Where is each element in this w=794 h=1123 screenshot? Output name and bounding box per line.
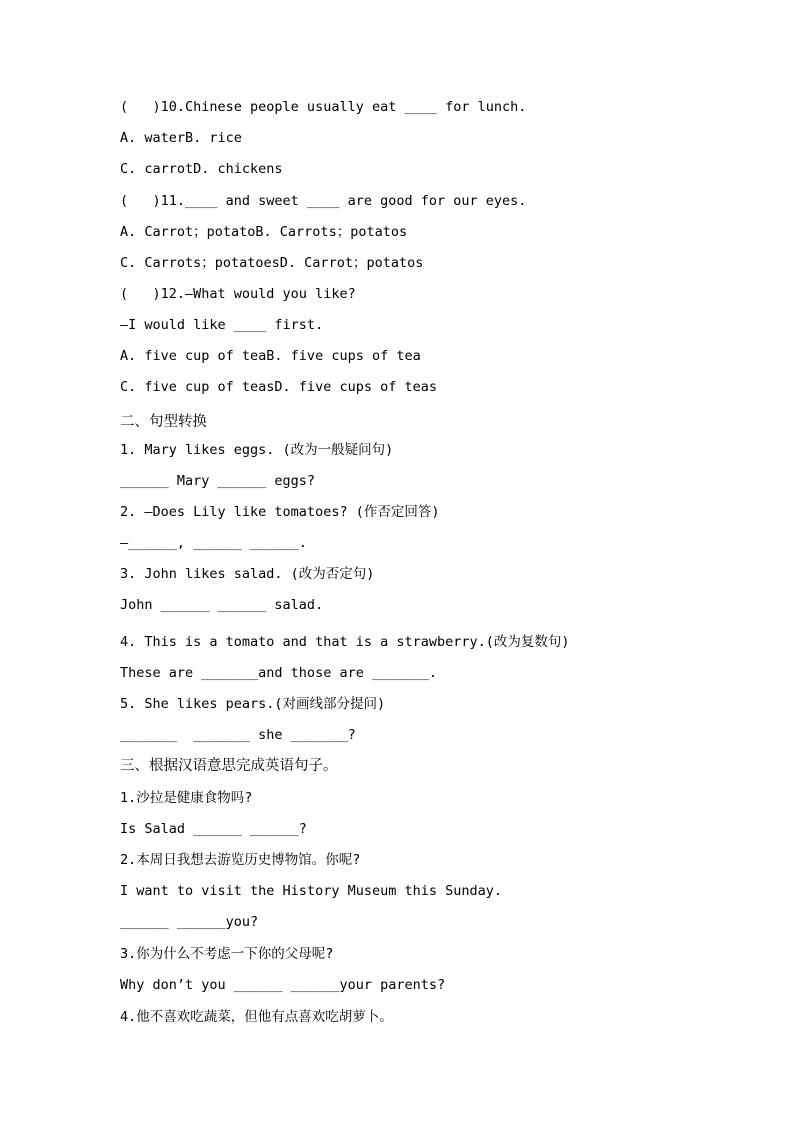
section-3-item-1-chinese: 1.沙拉是健康食物吗? [120,790,253,806]
question-12-options-ab: A. five cup of teaB. five cups of tea [120,348,421,364]
section-3-item-2-english: I want to visit the History Museum this Sunday. [120,883,503,899]
section-2-item-1-answer: ______ Mary ______ eggs? [120,473,316,489]
section-3-item-4-chinese: 4.他不喜欢吃蔬菜，但他有点喜欢吃胡萝卜。 [120,1009,393,1025]
section-2-item-3-question: 3. John likes salad. (改为否定句) [120,566,375,582]
section-2-item-4-answer: These are _______and those are _______. [120,665,437,681]
section-3-item-3-english: Why don’t you ______ ______your parents? [120,977,446,993]
section-2-item-4-question: 4. This is a tomato and that is a strawberry.(改为复数句) [120,634,570,650]
section-3-title: 三、根据汉语意思完成英语句子。 [120,758,338,774]
section-2-item-5-answer: _______ _______ she _______? [120,727,356,743]
section-3-item-2-chinese: 2.本周日我想去游览历史博物馆。你呢? [120,852,361,868]
question-10-options-ab: A. waterB. rice [120,130,242,146]
section-2-item-3-answer: John ______ ______ salad. [120,597,324,613]
section-3-item-2-answer: ______ ______you? [120,914,259,930]
question-12-stem-reply: —I would like ____ first. [120,317,324,333]
section-2-title: 二、句型转换 [120,414,207,430]
section-2-item-2-answer: —______, ______ ______. [120,535,307,551]
question-12-options-cd: C. five cup of teasD. five cups of teas [120,379,437,395]
question-11-stem: ( )11.____ and sweet ____ are good for our eyes. [120,193,527,209]
question-12-stem: ( )12.—What would you like? [120,286,356,302]
section-2-item-5-question: 5. She likes pears.(对画线部分提问) [120,696,386,712]
section-3-item-3-chinese: 3.你为什么不考虑一下你的父母呢? [120,946,334,962]
question-10-options-cd: C. carrotD. chickens [120,161,283,177]
question-11-options-ab: A. Carrot；potatoB. Carrots；potatos [120,224,408,240]
section-2-item-1-question: 1. Mary likes eggs. (改为一般疑问句) [120,442,394,458]
section-2-item-2-question: 2. —Does Lily like tomatoes? (作否定回答) [120,504,440,520]
question-10-stem: ( )10.Chinese people usually eat ____ for lunch. [120,99,527,115]
section-3-item-1-english: Is Salad ______ ______? [120,821,307,837]
question-11-options-cd: C. Carrots；potatoesD. Carrot；potatos [120,255,424,271]
